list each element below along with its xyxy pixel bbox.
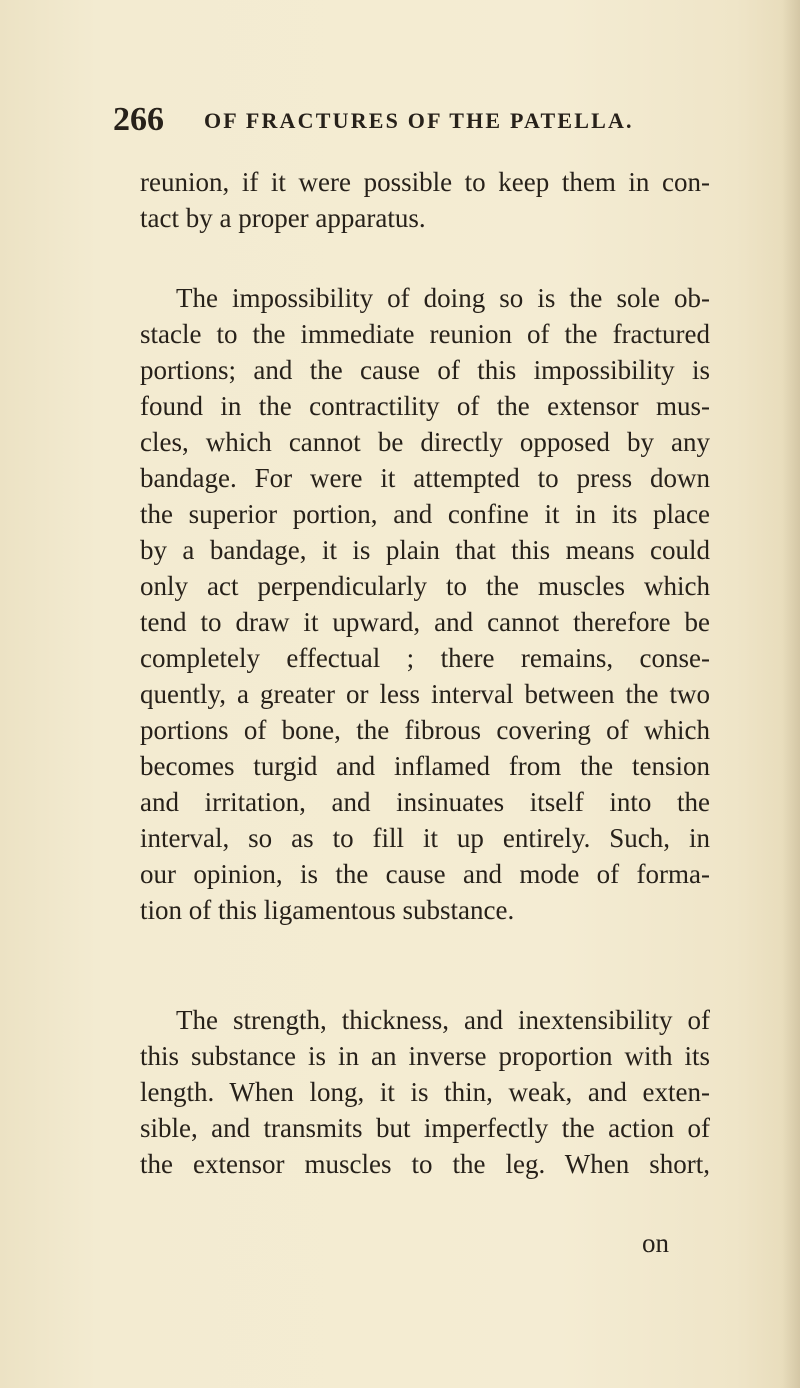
text-line: and irritation, and insinuates itself into the bbox=[140, 787, 710, 817]
text-line: stacle to the immediate reunion of the fractured bbox=[140, 319, 710, 349]
text-line: bandage. For were it attempted to press down bbox=[140, 463, 710, 493]
text-line: sible, and transmits but imperfectly the action of bbox=[140, 1113, 710, 1143]
paragraph-1 bbox=[140, 164, 710, 236]
text-line: the extensor muscles to the leg. When short, bbox=[140, 1149, 710, 1179]
text-line: portions of bone, the fibrous covering of which bbox=[140, 715, 710, 745]
text-line: interval, so as to fill it up entirely. Such, in bbox=[140, 823, 710, 853]
text-line: this substance is in an inverse proportion with its bbox=[140, 1041, 710, 1071]
text-line: The strength, thickness, and inextensibility of bbox=[176, 1005, 710, 1035]
text-line: quently, a greater or less interval between the two bbox=[140, 679, 710, 709]
text-line: only act perpendicularly to the muscles which bbox=[140, 571, 710, 601]
text-line: tend to draw it upward, and cannot therefore be bbox=[140, 607, 710, 637]
text-line: The impossibility of doing so is the sole ob- bbox=[176, 283, 710, 313]
text-line: cles, which cannot be directly opposed by any bbox=[140, 427, 710, 457]
running-head-title: OF FRACTURES OF THE PATELLA. bbox=[204, 108, 634, 133]
text-line: becomes turgid and inflamed from the tension bbox=[140, 751, 710, 781]
text-line: our opinion, is the cause and mode of forma- bbox=[140, 859, 710, 889]
text-line: reunion, if it were possible to keep them in con- bbox=[140, 167, 710, 197]
paragraph-2 bbox=[140, 280, 710, 928]
text-line: found in the contractility of the extensor mus- bbox=[140, 391, 710, 421]
text-line: tact by a proper apparatus. bbox=[140, 203, 426, 233]
running-head bbox=[113, 100, 713, 140]
catchword: on bbox=[642, 1228, 669, 1258]
text-line: length. When long, it is thin, weak, and exten- bbox=[140, 1077, 710, 1107]
text-line: completely effectual ; there remains, conse- bbox=[140, 643, 710, 673]
text-line: tion of this ligamentous substance. bbox=[140, 895, 515, 925]
page-number: 266 bbox=[113, 101, 164, 138]
paragraph-3 bbox=[140, 1002, 710, 1182]
text-line: portions; and the cause of this impossibility is bbox=[140, 355, 710, 385]
page-edge-shadow bbox=[782, 0, 800, 1388]
text-line: the superior portion, and confine it in its place bbox=[140, 499, 710, 529]
text-line: by a bandage, it is plain that this means could bbox=[140, 535, 710, 565]
